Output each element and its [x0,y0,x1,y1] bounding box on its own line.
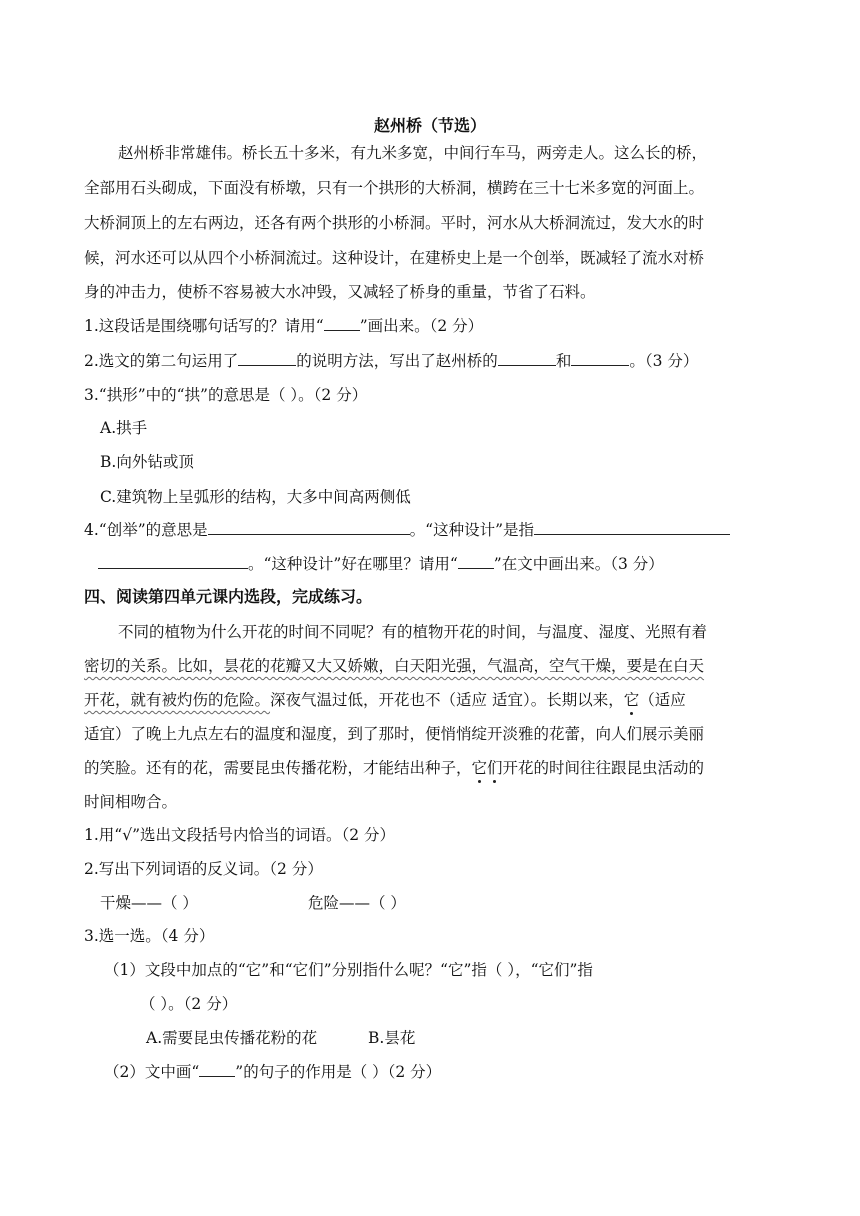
s4-question-3-2 [104,1062,441,1082]
antonym-item-2: 危险——（ ） [308,894,406,912]
s4-option-a: A.需要昆虫传播花粉的花 [146,1029,318,1047]
question-2-text-d: 。（3 分） [629,352,699,370]
s4-question-3-2-a: （2）文中画“ [104,1063,200,1081]
answer-blank[interactable] [498,351,556,366]
passage-line-5: 身的冲击力，使桥不容易被大水冲毁，又减轻了桥身的重量，节省了石料。 [84,283,596,301]
underline-sample [324,316,360,331]
reading-line-2-b: 比如，昙花的花瓣又大又娇嫩，白天阳光强，气温高，空气干燥，要是在白天 [177,657,705,675]
question-4-text-c: 。“这种设计”好在哪里？请用“ [248,555,458,573]
s4-question-3: 3.选一选。（4 分） [84,927,215,945]
question-2-text-c: 和 [555,352,572,370]
s4-question-3-1-cont: （ ）。（2 分） [140,995,238,1013]
answer-blank[interactable] [208,520,410,535]
question-2-text-a: 2.选文的第二句运用了 [84,352,239,370]
reading-line-3-b: 深夜气温过低，开花也不（适应 适宜）。长期以来， [270,691,624,709]
question-3-option-c: C.建筑物上呈弧形的结构，大多中间高两侧低 [100,488,411,506]
underline-sample [458,554,494,569]
reading-line-2-a: 密切的关系。 [84,657,178,675]
question-2-text-b: 的说明方法，写出了赵州桥的 [296,352,498,370]
question-3-option-a: A.拱手 [100,419,148,437]
question-1-text-b: ”画出来。（2 分） [359,317,484,335]
question-4-text-d: ”在文中画出来。（3 分） [493,555,664,573]
question-3-stem: 3.“拱形”中的“拱”的意思是（ ）。（2 分） [84,386,368,404]
s4-option-b: B.昙花 [368,1029,416,1047]
question-4-text-a: 4.“创举”的意思是 [84,521,208,539]
s4-question-1: 1.用“√”选出文段括号内恰当的词语。（2 分） [84,826,396,844]
question-4-cont [98,554,664,574]
underline-sample [199,1062,235,1077]
reading-line-5-a: 的笑脸。还有的花，需要昆虫传播花粉，才能结出种子， [84,759,472,777]
question-3-option-b: B.向外钻或顶 [100,453,194,471]
question-4 [84,520,730,540]
reading-line-6: 时间相吻合。 [84,793,178,811]
s4-question-3-1: （1）文段中加点的“它”和“它们”分别指什么呢？“它”指（ ），“它们”指 [104,961,593,979]
antonym-item-1: 干燥——（ ） [100,894,198,912]
question-4-text-b: 。“这种设计”是指 [409,521,534,539]
dotted-word-they-1: 它 [471,759,488,777]
reading-line-3-c: （适应 [639,691,686,709]
passage-line-3: 大桥洞顶上的左右两边，还各有两个拱形的小桥洞。平时，河水从大桥洞流过，发大水的时 [84,214,705,232]
answer-blank[interactable] [571,351,629,366]
reading-line-3-a: 开花，就有被灼伤的危险。 [84,691,271,709]
s4-question-2: 2.写出下列词语的反义词。（2 分） [84,860,323,878]
reading-line-3 [84,690,686,710]
s4-question-3-2-b: ”的句子的作用是（ ）（2 分） [235,1063,442,1081]
dotted-word-it: 它 [623,691,640,709]
passage-line-2: 全部用石头砌成，下面没有桥墩，只有一个拱形的大桥洞，横跨在三十七米多宽的河面上。 [84,179,705,197]
answer-blank[interactable] [534,520,730,535]
passage-title: 赵州桥（节选） [373,116,486,135]
reading-line-1: 不同的植物为什么开花的时间不同呢？有的植物开花的时间，与温度、湿度、光照有着 [118,623,708,641]
passage-line-4: 候，河水还可以从四个小桥洞流过。这种设计，在建桥史上是一个创举，既减轻了流水对桥 [84,249,705,267]
section-4-heading: 四、阅读第四单元课内选段，完成练习。 [84,587,373,606]
reading-line-4: 适宜）了晚上九点左右的温度和湿度，到了那时，便悄悄绽开淡雅的花蕾，向人们展示美丽 [84,725,705,743]
question-2 [84,351,698,371]
reading-line-5 [84,758,704,778]
question-1 [84,316,483,336]
passage-line-1: 赵州桥非常雄伟。桥长五十多米，有九米多宽，中间行车马，两旁走人。这么长的桥， [118,144,708,162]
dotted-word-they-2: 们 [487,759,503,777]
reading-line-2 [84,656,704,676]
answer-blank[interactable] [98,554,248,569]
answer-blank[interactable] [238,351,296,366]
reading-line-5-b: 开花的时间往往跟昆虫活动的 [502,759,705,777]
question-1-text-a: 1.这段话是围绕哪句话写的？请用“ [84,317,324,335]
